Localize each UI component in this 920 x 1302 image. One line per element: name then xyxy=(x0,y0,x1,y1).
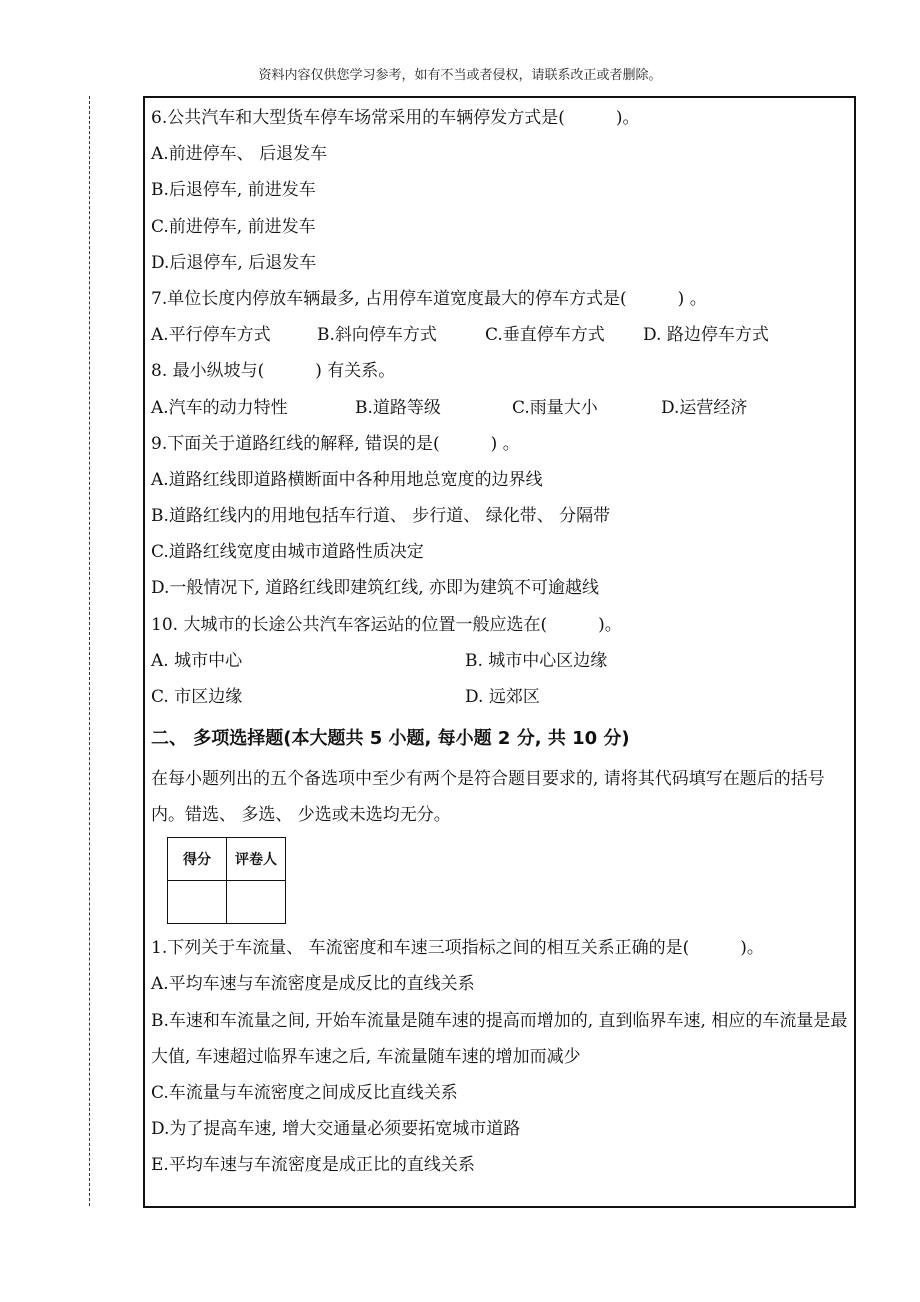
question-6-option-c: C.前进停车, 前进发车 xyxy=(151,216,316,237)
question-9-option-c: C.道路红线宽度由城市道路性质决定 xyxy=(151,542,424,563)
question-8-option-c: C.雨量大小 xyxy=(512,397,598,418)
question-7-option-b: B.斜向停车方式 xyxy=(317,325,437,346)
section-2-instructions: 在每小题列出的五个备选项中至少有两个是符合题目要求的, 请将其代码填写在题后的括号内。错选、 多选、 少选或未选均无分。 xyxy=(151,769,825,826)
mq-1-option-b: B.车速和车流量之间, 开始车流量是随车速的提高而增加的, 直到临界车速, 相应的车流量是最大值, 车速超过临界车速之后, 车流量随车速的增加而减少 xyxy=(151,1010,848,1067)
question-6-option-a: A.前进停车、 后退发车 xyxy=(151,144,328,165)
question-8-option-a: A.汽车的动力特性 xyxy=(151,397,288,418)
page-header-disclaimer: 资料内容仅供您学习参考，如有不当或者侵权，请联系改正或者删除。 xyxy=(258,68,662,83)
question-7-option-d: D. 路边停车方式 xyxy=(643,325,769,346)
question-8-stem: 8. 最小纵坡与( ) 有关系。 xyxy=(151,361,396,382)
score-label: 得分 xyxy=(168,838,227,881)
question-10-stem: 10. 大城市的长途公共汽车客运站的位置一般应选在( )。 xyxy=(151,614,622,635)
mq-1-stem: 1.下列关于车流量、 车流密度和车速三项指标之间的相互关系正确的是( )。 xyxy=(151,938,764,959)
mq-1-option-e: E.平均车速与车流密度是成正比的直线关系 xyxy=(151,1155,475,1176)
question-7-options xyxy=(151,317,855,353)
question-10-option-d: D. 远郊区 xyxy=(465,687,540,707)
question-content xyxy=(151,100,855,1184)
question-9-option-a: A.道路红线即道路横断面中各种用地总宽度的边界线 xyxy=(151,469,543,490)
score-table xyxy=(167,837,286,924)
question-10-option-b: B. 城市中心区边缘 xyxy=(465,650,608,671)
question-10-options-row2 xyxy=(151,679,855,715)
question-8-options xyxy=(151,390,855,426)
question-8-option-b: B.道路等级 xyxy=(355,397,441,418)
question-6-option-d: D.后退停车, 后退发车 xyxy=(151,252,317,273)
question-10-option-c: C. 市区边缘 xyxy=(151,687,243,707)
section-2-title: 二、 多项选择题(本大题共 5 小题, 每小题 2 分, 共 10 分) xyxy=(151,728,630,750)
question-9-option-b: B.道路红线内的用地包括车行道、 步行道、 绿化带、 分隔带 xyxy=(151,506,611,527)
question-10-options-row1 xyxy=(151,643,855,679)
question-7-stem: 7.单位长度内停放车辆最多, 占用停车道宽度最大的停车方式是( ) 。 xyxy=(151,288,707,309)
score-cell[interactable] xyxy=(168,881,227,924)
binding-dashed-line xyxy=(89,96,90,1206)
question-6-stem: 6.公共汽车和大型货车停车场常采用的车辆停发方式是( )。 xyxy=(151,108,640,128)
mq-1-option-c: C.车流量与车流密度之间成反比直线关系 xyxy=(151,1082,458,1103)
question-8-option-d: D.运营经济 xyxy=(661,397,748,418)
question-7-option-a: A.平行停车方式 xyxy=(151,325,271,346)
question-9-stem: 9.下面关于道路红线的解释, 错误的是( ) 。 xyxy=(151,433,520,454)
mq-1-option-d: D.为了提高车速, 增大交通量必须要拓宽城市道路 xyxy=(151,1119,521,1140)
grader-cell[interactable] xyxy=(227,881,286,924)
mq-1-option-a: A.平均车速与车流密度是成反比的直线关系 xyxy=(151,974,475,995)
question-10-option-a: A. 城市中心 xyxy=(151,650,243,671)
question-7-option-c: C.垂直停车方式 xyxy=(485,325,605,346)
question-9-option-d: D.一般情况下, 道路红线即建筑红线, 亦即为建筑不可逾越线 xyxy=(151,578,600,599)
question-6-option-b: B.后退停车, 前进发车 xyxy=(151,180,316,201)
grader-label: 评卷人 xyxy=(227,838,286,881)
